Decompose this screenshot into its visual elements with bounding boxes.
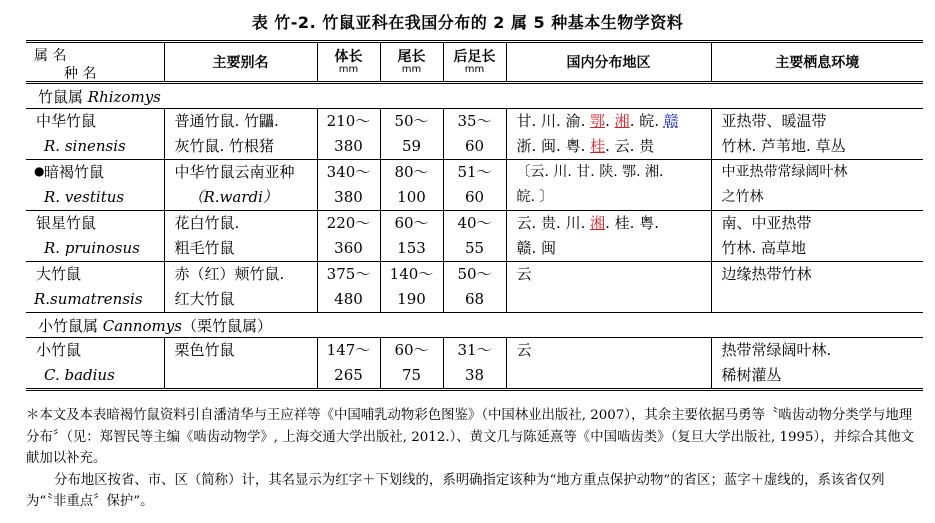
habitat-header: 主要栖息环境: [711, 42, 923, 83]
body-length-header: 体长 mm: [317, 42, 380, 83]
table-row: 中华竹鼠 R. sinensis 普通竹鼠. 竹鼺. 灰竹鼠. 竹根猪 210～ 380 50～ 59 35～ 60 甘. 川. 渝. 鄂. 湘. 皖. 赣 浙. 闽. 粤. 桂. 云. 贵 亚热带、暖温带 竹林. 芦苇地. 草丛: [26, 109, 923, 160]
table-row: 银星竹鼠 R. pruinosus 花白竹鼠. 粗毛竹鼠 220～ 360 60～ 153 40～ 55 云. 贵. 川. 湘. 桂. 粤. 赣. 闽 南、中亚热带 竹林. 高草地: [26, 211, 923, 262]
bullet-dot-icon: ●: [34, 164, 45, 178]
corner-header: [26, 42, 164, 83]
alias-header: 主要别名: [164, 42, 317, 83]
distribution-header: 国内分布地区: [506, 42, 711, 83]
genus-row: 小竹鼠属 Cannomys（栗竹鼠属）: [26, 313, 923, 338]
note-source: ＊本文及本表暗褐竹鼠资料引自潘清华与王应祥等《中国哺乳动物彩色图鉴》（中国林业出版社, 2007），其余主要依据马勇等〝啮齿动物分类学与地理分布〞（见：郑智民等主编《啮齿动物学》, 上海交通大学出版社, 2012.）、黄文几与陈延熹等《中国啮齿类》（复旦大学出版社, 1995），并综合其他文献加以补充。: [26, 408, 914, 466]
table-title: 表 竹-2. 竹鼠亚科在我国分布的 2 属 5 种基本生物学资料: [251, 13, 684, 32]
species-table: [26, 40, 923, 391]
table-header: [26, 42, 923, 83]
foot-length-header: 后足长 mm: [443, 42, 506, 83]
table-row: 小竹鼠 C. badius 栗色竹鼠 147～ 265 60～ 75 31～ 38 云 热带常绿阔叶林. 稀树灌丛: [26, 338, 923, 390]
table-row: 大竹鼠 R.sumatrensis 赤（红）颊竹鼠. 红大竹鼠 375～ 480 140～ 190 50～ 68 云 边缘热带竹林: [26, 262, 923, 313]
table-notes: [26, 405, 921, 513]
genus-row: 竹鼠属 Rhizomys: [26, 83, 923, 109]
species-header: 种 名: [64, 66, 97, 82]
genus-header: 属 名: [34, 48, 67, 64]
table-row: ● 暗褐竹鼠 R. vestitus 中华竹鼠云南亚种 （R.wardi） 340～ 380 80～ 100 51～ 60 〔云. 川. 甘. 陕. 鄂. 湘. 皖. 〕 中亚热带常绿阔叶林 之竹林: [26, 160, 923, 211]
note-legend: 分布地区按省、市、区（简称）计，其名显示为红字＋下划线的，系明确指定该种为“地方重点保护动物”的省区；蓝字＋虚线的，系该省仅列为“〝非重点〞保护”。: [26, 472, 885, 509]
tail-length-header: 尾长 mm: [380, 42, 443, 83]
